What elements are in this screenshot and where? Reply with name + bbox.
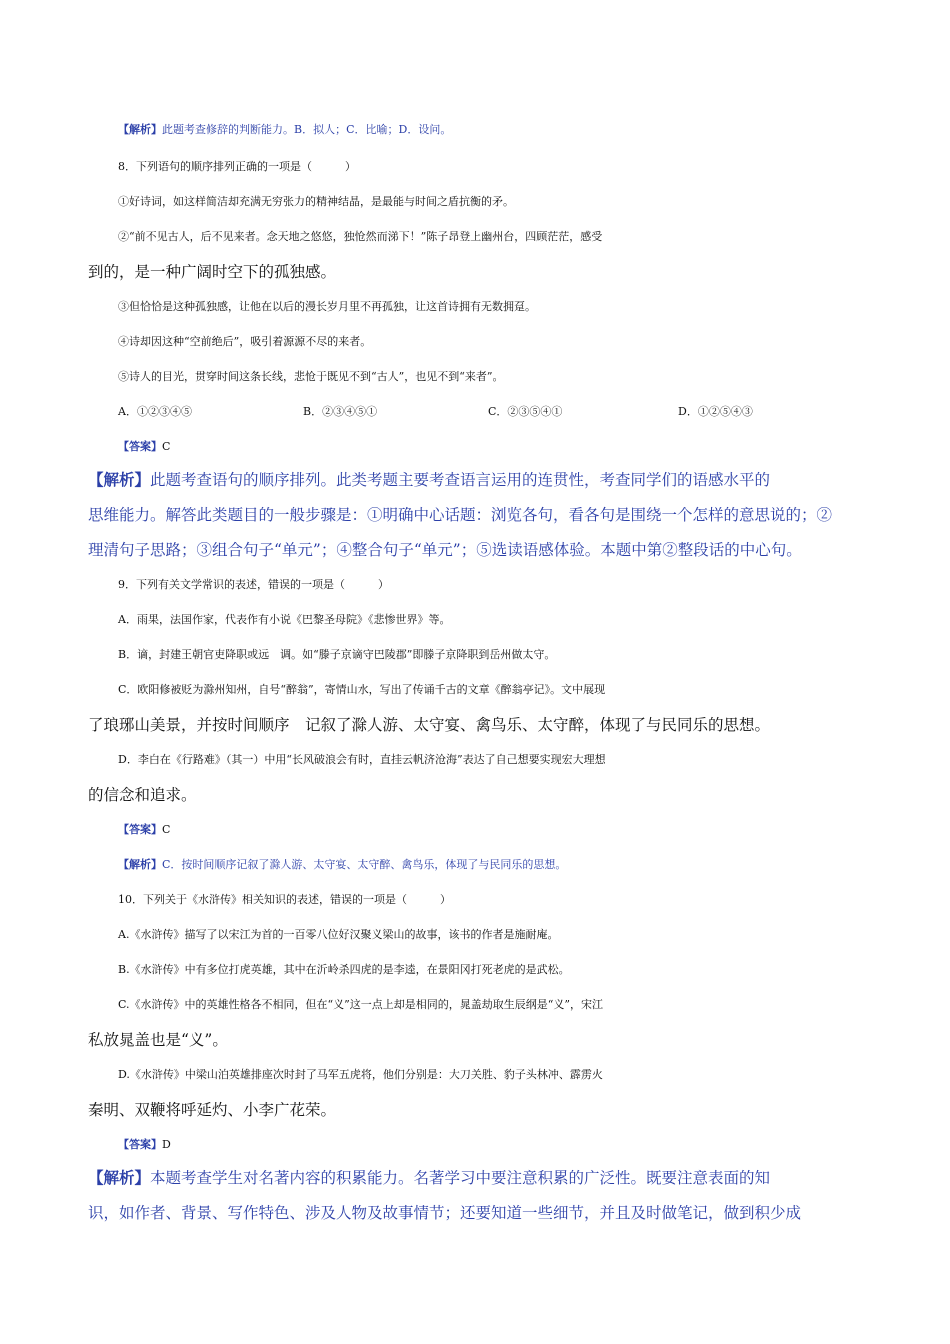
option-a: A．①②③④⑤ [118,405,192,418]
option-b: B．②③④⑤① [303,405,378,418]
analysis-q8-cont-2: 理清句子思路；③组合句子“单元”；④整合句子“单元”；⑤选读语感体验。本题中第②整段话的中心句。 [88,541,802,559]
analysis-text: 此题考查语句的顺序排列。此类考题主要考查语言运用的连贯性，考查同学们的语感水平的 [150,471,771,489]
answer-q8 [118,436,898,458]
q10-option-d: D.《水浒传》中梁山泊英雄排座次时封了马军五虎将，他们分别是：大刀关胜、豹子头林冲、霹雳火 [118,1068,603,1081]
question-8-options [118,401,898,423]
q9-option-b: B．谪，封建王朝官吏降职或远 调。如“滕子京谪守巴陵郡”即滕子京降职到岳州做太守。 [118,648,556,661]
analysis-q10 [88,1167,868,1189]
answer-tag: 【答案】 [118,823,162,836]
analysis-q8 [88,469,868,491]
option-d: D．①②⑤④③ [678,405,753,418]
analysis-q10-cont: 识，如作者、背景、写作特色、涉及人物及故事情节；还要知道一些细节，并且及时做笔记，做到积少成 [88,1204,802,1222]
option-c: C．②③⑤④① [488,405,563,418]
analysis-text: 本题考查学生对名著内容的积累能力。名著学习中要注意积累的广泛性。既要注意表面的知 [150,1169,771,1187]
answer-value: D [162,1138,171,1151]
sentence-1: ①好诗词，如这样简洁却充满无穷张力的精神结晶，是最能与时间之盾抗衡的矛。 [118,195,514,208]
answer-value: C [162,823,171,836]
answer-tag: 【答案】 [118,1138,162,1151]
answer-value: C [162,440,171,453]
q10-option-b: B.《水浒传》中有多位打虎英雄，其中在沂岭杀四虎的是李逵，在景阳冈打死老虎的是武松。 [118,963,570,976]
question-8-stem: 8．下列语句的顺序排列正确的一项是（ ） [118,160,356,173]
q10-option-c-cont: 私放晁盖也是“义”。 [88,1031,228,1049]
answer-q9 [118,819,898,841]
analysis-tag: 【解析】 [88,1168,151,1187]
question-9-stem: 9．下列有关文学常识的表述，错误的一项是（ ） [118,578,389,591]
analysis-q7 [118,119,898,141]
answer-tag: 【答案】 [118,440,162,453]
analysis-text: 此题考查修辞的判断能力。B．拟人；C．比喻；D．设问。 [162,123,452,136]
q10-option-c: C.《水浒传》中的英雄性格各不相同，但在“义”这一点上却是相同的，晁盖劫取生辰纲是“义”，宋江 [118,998,604,1011]
analysis-tag: 【解析】 [118,123,162,136]
sentence-2: ②“前不见古人，后不见来者。念天地之悠悠，独怆然而涕下！”陈子昂登上幽州台，四顾茫茫，感受 [118,230,603,243]
q10-option-d-cont: 秦明、双鞭将呼延灼、小李广花荣。 [88,1101,337,1119]
analysis-q9 [118,854,898,876]
q9-option-d-cont: 的信念和追求。 [88,786,197,804]
sentence-5: ⑤诗人的目光，贯穿时间这条长线，悲怆于既见不到“古人”，也见不到“来者”。 [118,370,504,383]
sentence-2-cont: 到的，是一种广阔时空下的孤独感。 [88,263,337,281]
question-10-stem: 10．下列关于《水浒传》相关知识的表述，错误的一项是（ ） [118,893,451,906]
analysis-q8-cont-1: 思维能力。解答此类题目的一般步骤是：①明确中心话题：浏览各句，看各句是围绕一个怎样的意思说的；② [88,506,833,524]
q9-option-a: A．雨果，法国作家，代表作有小说《巴黎圣母院》《悲惨世界》等。 [118,613,451,626]
q9-option-c-cont: 了琅琊山美景，并按时间顺序 记叙了滁人游、太守宴、禽鸟乐、太守醉，体现了与民同乐的思想。 [88,716,771,734]
analysis-text: C．按时间顺序记叙了滁人游、太守宴、太守醉、禽鸟乐，体现了与民同乐的思想。 [162,858,567,871]
sentence-3: ③但恰恰是这种孤独感，让他在以后的漫长岁月里不再孤独，让这首诗拥有无数拥趸。 [118,300,536,313]
q9-option-d: D．李白在《行路难》（其一）中用“长风破浪会有时，直挂云帆济沧海”表达了自己想要实现宏大理想 [118,753,606,766]
sentence-4: ④诗却因这种“空前绝后”，吸引着源源不尽的来者。 [118,335,372,348]
q10-option-a: A.《水浒传》描写了以宋江为首的一百零八位好汉聚义梁山的故事，该书的作者是施耐庵。 [118,928,559,941]
q9-option-c: C．欧阳修被贬为滁州知州，自号“醉翁”，寄情山水，写出了传诵千古的文章《醉翁亭记》。文中展现 [118,683,606,696]
answer-q10 [118,1134,898,1156]
analysis-tag: 【解析】 [118,858,162,871]
analysis-tag: 【解析】 [88,470,151,489]
